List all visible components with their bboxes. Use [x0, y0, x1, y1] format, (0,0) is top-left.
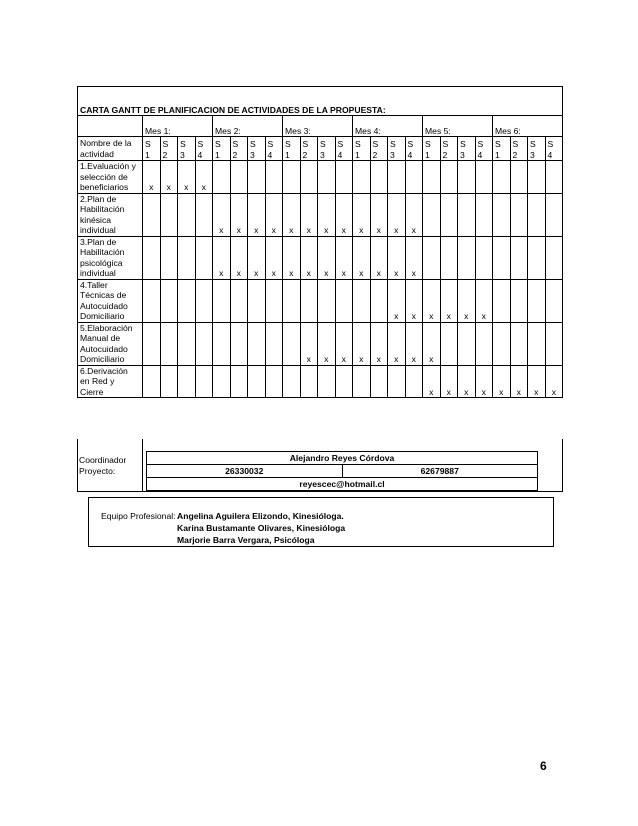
- schedule-cell: [230, 279, 248, 322]
- week-header: [475, 137, 493, 161]
- week-header: [440, 137, 458, 161]
- week-letter: S: [232, 139, 239, 149]
- activity-name-line: 6.Derivación: [80, 365, 128, 376]
- schedule-cell: [178, 279, 196, 322]
- schedule-mark: x: [405, 193, 423, 236]
- week-letter: S: [495, 139, 501, 149]
- schedule-mark: x: [265, 193, 283, 236]
- activity-name-line: 3.Plan de: [80, 236, 117, 247]
- schedule-mark: x: [230, 236, 248, 279]
- schedule-mark: x: [388, 279, 406, 322]
- activity-row: [78, 322, 563, 365]
- week-number: 3: [250, 149, 255, 160]
- schedule-cell: [510, 322, 528, 365]
- week-header: [545, 137, 563, 161]
- schedule-cell: [440, 236, 458, 279]
- schedule-mark: x: [300, 193, 318, 236]
- schedule-mark: x: [440, 279, 458, 322]
- week-number: 1: [215, 149, 220, 160]
- week-number: 4: [477, 149, 483, 160]
- week-number: 3: [390, 149, 395, 160]
- week-number: 1: [495, 149, 500, 160]
- schedule-mark: x: [300, 322, 318, 365]
- professional-team-box: [88, 497, 554, 547]
- schedule-mark: x: [545, 365, 563, 398]
- activity-name-line: Autocuidado: [80, 343, 128, 354]
- schedule-mark: x: [405, 279, 423, 322]
- schedule-cell: [178, 236, 196, 279]
- schedule-cell: [545, 279, 563, 322]
- week-header: [230, 137, 248, 161]
- team-member: Marjorie Barra Vergara, Psicóloga: [177, 535, 315, 545]
- schedule-cell: [475, 193, 493, 236]
- week-letter: S: [407, 139, 414, 149]
- week-number: 2: [372, 149, 378, 160]
- week-header: [265, 137, 283, 161]
- schedule-cell: [528, 161, 546, 194]
- activity-row: [78, 236, 563, 279]
- month-header-empty: [78, 116, 143, 137]
- activity-name-line: Habilitación: [80, 247, 125, 257]
- week-letter: S: [197, 139, 204, 149]
- schedule-cell: [195, 279, 213, 322]
- activity-name-line: selección de: [80, 171, 128, 182]
- schedule-mark: x: [423, 365, 441, 398]
- schedule-cell: [213, 161, 231, 194]
- activity-name-line: Domiciliario: [80, 311, 125, 321]
- week-letter: S: [320, 139, 326, 149]
- activity-name: [78, 322, 143, 365]
- week-header: [213, 137, 231, 161]
- schedule-mark: x: [195, 161, 213, 194]
- month-row: [78, 116, 563, 137]
- schedule-cell: [143, 193, 161, 236]
- schedule-cell: [440, 322, 458, 365]
- week-letter: S: [180, 139, 186, 149]
- schedule-cell: [423, 236, 441, 279]
- activity-name-line: Domiciliario: [80, 354, 125, 364]
- schedule-cell: [283, 279, 301, 322]
- schedule-mark: x: [335, 193, 353, 236]
- week-letter: S: [425, 139, 431, 149]
- page-number: 6: [540, 759, 547, 773]
- schedule-cell: [510, 161, 528, 194]
- team-members: [177, 510, 345, 546]
- schedule-mark: x: [265, 236, 283, 279]
- title-row: [78, 87, 563, 116]
- schedule-mark: x: [388, 193, 406, 236]
- activity-name-header: [78, 137, 143, 161]
- activity-row: [78, 365, 563, 398]
- schedule-cell: [335, 161, 353, 194]
- activity-name-line: individual: [80, 268, 116, 278]
- schedule-cell: [458, 322, 476, 365]
- week-number: 3: [320, 149, 325, 160]
- schedule-mark: x: [423, 322, 441, 365]
- schedule-cell: [370, 279, 388, 322]
- schedule-mark: x: [335, 322, 353, 365]
- schedule-cell: [510, 279, 528, 322]
- schedule-cell: [475, 161, 493, 194]
- schedule-cell: [265, 365, 283, 398]
- week-letter: S: [250, 139, 256, 149]
- schedule-cell: [178, 322, 196, 365]
- week-letter: S: [477, 139, 484, 149]
- activity-name-line: kinésica: [80, 214, 112, 225]
- schedule-mark: x: [213, 236, 231, 279]
- week-number: 3: [460, 149, 465, 160]
- schedule-cell: [213, 279, 231, 322]
- schedule-cell: [283, 322, 301, 365]
- schedule-cell: [388, 161, 406, 194]
- coordinator-phone-1: 26330032: [147, 465, 343, 478]
- schedule-cell: [405, 365, 423, 398]
- schedule-cell: [335, 365, 353, 398]
- schedule-cell: [248, 322, 266, 365]
- schedule-cell: [230, 365, 248, 398]
- activity-name: [78, 193, 143, 236]
- schedule-cell: [458, 236, 476, 279]
- activity-name: [78, 279, 143, 322]
- schedule-mark: x: [318, 236, 336, 279]
- activity-name-line: en Red y: [80, 376, 115, 386]
- coordinator-label: [79, 455, 126, 477]
- schedule-cell: [265, 322, 283, 365]
- schedule-mark: x: [440, 365, 458, 398]
- schedule-mark: x: [388, 322, 406, 365]
- week-row: [78, 137, 563, 161]
- schedule-mark: x: [318, 322, 336, 365]
- schedule-cell: [143, 322, 161, 365]
- team-member: Karina Bustamante Olivares, Kinesióloga: [177, 523, 346, 533]
- activity-name-line: Autocuidado: [80, 300, 128, 311]
- week-letter: S: [302, 139, 309, 149]
- week-header: [423, 137, 441, 161]
- schedule-mark: x: [248, 193, 266, 236]
- week-header: [353, 137, 371, 161]
- week-letter: S: [215, 139, 221, 149]
- schedule-cell: [528, 193, 546, 236]
- schedule-cell: [370, 365, 388, 398]
- schedule-cell: [230, 322, 248, 365]
- team-label: Equipo Profesional:: [101, 511, 176, 521]
- schedule-mark: x: [458, 279, 476, 322]
- schedule-cell: [213, 322, 231, 365]
- week-header: [405, 137, 423, 161]
- week-number: 2: [232, 149, 238, 160]
- schedule-mark: x: [370, 322, 388, 365]
- activity-name-header-text: Nombre de la actividad: [80, 138, 132, 159]
- schedule-mark: x: [353, 322, 371, 365]
- activity-name: [78, 161, 143, 194]
- schedule-cell: [283, 365, 301, 398]
- schedule-mark: x: [178, 161, 196, 194]
- week-header: [143, 137, 161, 161]
- week-letter: S: [337, 139, 344, 149]
- schedule-mark: x: [353, 193, 371, 236]
- coordinator-label-line2: Proyecto:: [79, 466, 116, 476]
- week-number: 4: [337, 149, 343, 160]
- week-header: [528, 137, 546, 161]
- coordinator-info-box: [146, 451, 538, 491]
- activity-name-line: individual: [80, 225, 116, 235]
- schedule-cell: [440, 193, 458, 236]
- schedule-cell: [545, 322, 563, 365]
- week-number: 1: [425, 149, 430, 160]
- coordinator-label-line1: Coordinador: [79, 455, 127, 465]
- week-letter: S: [285, 139, 291, 149]
- schedule-cell: [493, 193, 511, 236]
- schedule-mark: x: [405, 322, 423, 365]
- schedule-cell: [160, 322, 178, 365]
- schedule-cell: [475, 322, 493, 365]
- schedule-mark: x: [493, 365, 511, 398]
- schedule-mark: x: [388, 236, 406, 279]
- schedule-mark: x: [318, 193, 336, 236]
- schedule-cell: [300, 161, 318, 194]
- schedule-cell: [318, 365, 336, 398]
- schedule-cell: [545, 193, 563, 236]
- schedule-cell: [528, 322, 546, 365]
- schedule-cell: [335, 279, 353, 322]
- schedule-cell: [178, 365, 196, 398]
- schedule-mark: x: [458, 365, 476, 398]
- schedule-cell: [230, 161, 248, 194]
- week-header: [300, 137, 318, 161]
- schedule-cell: [423, 161, 441, 194]
- week-header: [370, 137, 388, 161]
- week-number: 3: [530, 149, 535, 160]
- week-number: 2: [302, 149, 308, 160]
- week-number: 1: [145, 149, 150, 160]
- schedule-mark: x: [370, 193, 388, 236]
- activity-name-line: 5.Elaboración: [80, 322, 133, 333]
- activity-name-line: 1.Evaluación y: [80, 161, 136, 171]
- activity-name-line: Manual de: [80, 333, 121, 343]
- week-number: 1: [285, 149, 290, 160]
- week-number: 4: [407, 149, 413, 160]
- week-number: 4: [267, 149, 273, 160]
- schedule-mark: x: [230, 193, 248, 236]
- schedule-cell: [510, 193, 528, 236]
- schedule-cell: [213, 365, 231, 398]
- activity-name-line: 2.Plan de: [80, 193, 117, 204]
- activity-row: [78, 161, 563, 194]
- week-letter: S: [372, 139, 379, 149]
- month-header: Mes 1:: [143, 116, 213, 137]
- schedule-cell: [493, 236, 511, 279]
- schedule-cell: [493, 161, 511, 194]
- schedule-mark: x: [248, 236, 266, 279]
- week-header: [318, 137, 336, 161]
- schedule-mark: x: [423, 279, 441, 322]
- week-number: 3: [180, 149, 185, 160]
- schedule-cell: [353, 279, 371, 322]
- week-number: 2: [162, 149, 168, 160]
- schedule-mark: x: [160, 161, 178, 194]
- week-letter: S: [355, 139, 361, 149]
- week-letter: S: [512, 139, 519, 149]
- schedule-mark: x: [475, 279, 493, 322]
- activity-row: [78, 279, 563, 322]
- schedule-cell: [318, 279, 336, 322]
- activity-name-line: beneficiarios: [80, 182, 129, 192]
- week-header: [160, 137, 178, 161]
- schedule-cell: [195, 236, 213, 279]
- schedule-cell: [353, 365, 371, 398]
- coordinator-phone-2: 62679887: [342, 465, 538, 478]
- week-header: [388, 137, 406, 161]
- schedule-cell: [143, 236, 161, 279]
- schedule-cell: [318, 161, 336, 194]
- week-letter: S: [162, 139, 169, 149]
- week-header: [178, 137, 196, 161]
- schedule-cell: [423, 193, 441, 236]
- coordinator-email: reyescec@hotmail.cl: [147, 478, 538, 491]
- schedule-cell: [493, 279, 511, 322]
- schedule-mark: x: [528, 365, 546, 398]
- schedule-cell: [300, 365, 318, 398]
- week-letter: S: [530, 139, 536, 149]
- schedule-cell: [493, 322, 511, 365]
- schedule-cell: [265, 279, 283, 322]
- gantt-chart-table: [77, 86, 563, 398]
- coordinator-name: Alejandro Reyes Córdova: [147, 452, 538, 465]
- schedule-cell: [528, 279, 546, 322]
- schedule-cell: [160, 365, 178, 398]
- schedule-mark: x: [143, 161, 161, 194]
- schedule-mark: x: [353, 236, 371, 279]
- activity-name-line: Cierre: [80, 386, 104, 397]
- activity-name-line: psicológica: [80, 257, 123, 268]
- month-header: Mes 4:: [353, 116, 423, 137]
- week-number: 4: [547, 149, 553, 160]
- team-member: Angelina Aguilera Elizondo, Kinesióloga.: [177, 511, 344, 521]
- schedule-cell: [265, 161, 283, 194]
- schedule-cell: [300, 279, 318, 322]
- week-header: [493, 137, 511, 161]
- schedule-cell: [195, 322, 213, 365]
- schedule-cell: [195, 193, 213, 236]
- gantt-title: CARTA GANTT DE PLANIFICACION DE ACTIVIDADES DE LA PROPUESTA:: [78, 87, 563, 116]
- schedule-cell: [458, 193, 476, 236]
- schedule-cell: [458, 161, 476, 194]
- schedule-cell: [248, 365, 266, 398]
- schedule-cell: [143, 279, 161, 322]
- activity-name-line: 4.Taller: [80, 279, 108, 290]
- schedule-cell: [545, 161, 563, 194]
- schedule-cell: [370, 161, 388, 194]
- week-letter: S: [547, 139, 554, 149]
- week-header: [195, 137, 213, 161]
- week-number: 1: [355, 149, 360, 160]
- schedule-cell: [160, 193, 178, 236]
- month-header: Mes 5:: [423, 116, 493, 137]
- schedule-cell: [475, 236, 493, 279]
- schedule-cell: [178, 193, 196, 236]
- schedule-cell: [440, 161, 458, 194]
- week-header: [335, 137, 353, 161]
- activity-name: [78, 236, 143, 279]
- week-header: [248, 137, 266, 161]
- schedule-cell: [143, 365, 161, 398]
- schedule-mark: x: [510, 365, 528, 398]
- schedule-cell: [388, 365, 406, 398]
- schedule-mark: x: [300, 236, 318, 279]
- month-header: Mes 2:: [213, 116, 283, 137]
- schedule-mark: x: [283, 193, 301, 236]
- week-letter: S: [442, 139, 449, 149]
- activity-row: [78, 193, 563, 236]
- schedule-mark: x: [335, 236, 353, 279]
- schedule-cell: [195, 365, 213, 398]
- activity-name-line: Técnicas de: [80, 290, 127, 300]
- week-header: [283, 137, 301, 161]
- schedule-cell: [160, 236, 178, 279]
- month-header: Mes 6:: [493, 116, 563, 137]
- week-number: 2: [442, 149, 448, 160]
- schedule-mark: x: [283, 236, 301, 279]
- month-header: Mes 3:: [283, 116, 353, 137]
- week-letter: S: [460, 139, 466, 149]
- activity-name: [78, 365, 143, 398]
- schedule-cell: [405, 161, 423, 194]
- schedule-cell: [248, 279, 266, 322]
- week-letter: S: [145, 139, 151, 149]
- schedule-mark: x: [475, 365, 493, 398]
- week-number: 4: [197, 149, 203, 160]
- week-letter: S: [267, 139, 274, 149]
- schedule-cell: [545, 236, 563, 279]
- schedule-mark: x: [370, 236, 388, 279]
- activity-name-line: Habilitación: [80, 204, 125, 214]
- week-number: 2: [512, 149, 518, 160]
- schedule-cell: [160, 279, 178, 322]
- coordinator-divider: [142, 439, 143, 491]
- schedule-cell: [283, 161, 301, 194]
- schedule-mark: x: [405, 236, 423, 279]
- week-header: [458, 137, 476, 161]
- schedule-cell: [353, 161, 371, 194]
- schedule-cell: [510, 236, 528, 279]
- schedule-mark: x: [213, 193, 231, 236]
- week-header: [510, 137, 528, 161]
- week-letter: S: [390, 139, 396, 149]
- schedule-cell: [248, 161, 266, 194]
- schedule-cell: [528, 236, 546, 279]
